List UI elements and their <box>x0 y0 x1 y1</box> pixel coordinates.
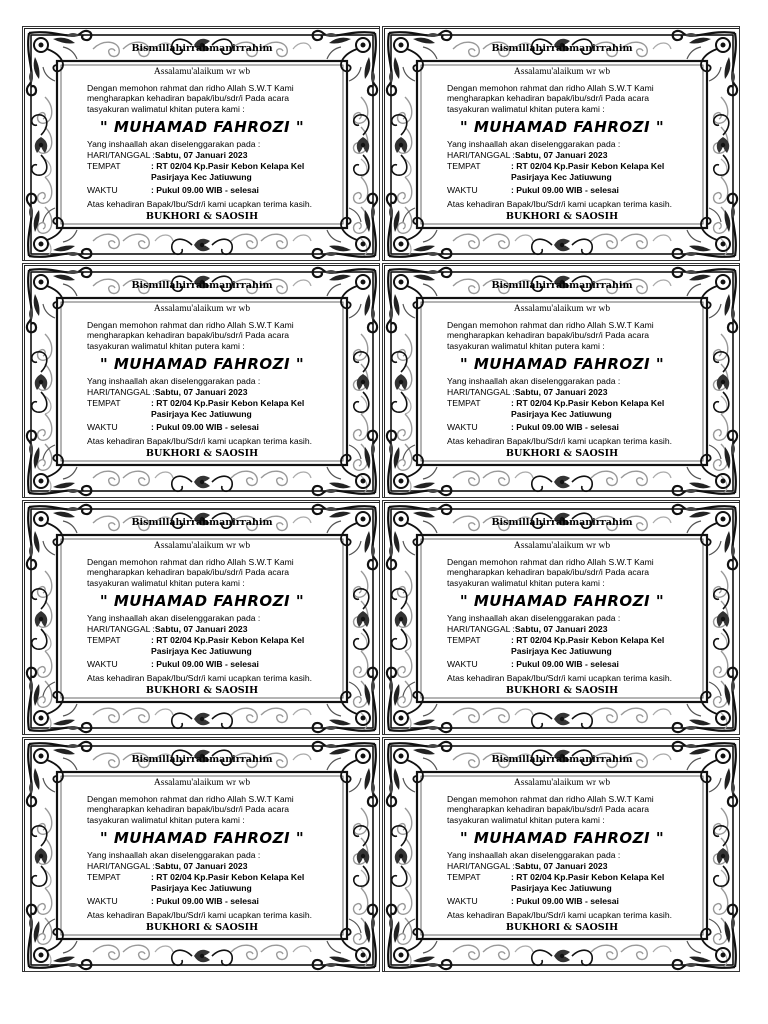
thanks-text: Atas kehadiran Bapak/Ibu/Sdr/i kami ucapkan terima kasih. <box>87 436 312 446</box>
time-label: WAKTU <box>447 659 478 669</box>
place-value: : RT 02/04 Kp.Pasir Kebon Kelapa Kel <box>151 161 305 171</box>
honoree-name: " MUHAMAD FAHROZI " <box>459 829 665 847</box>
place-value: : RT 02/04 Kp.Pasir Kebon Kelapa Kel <box>151 398 305 408</box>
hosts-signature: BUKHORI & SAOSIH <box>505 211 619 222</box>
intro-text: Dengan memohon rahmat dan ridho Allah S.W.T Kami mengharapkan kehadiran bapak/ibu/sdr/i Pada acara tasyakuran walimatul khitan putera kami : <box>447 557 654 588</box>
bismillah-heading: Bismillahirrahmanirrahim <box>131 280 273 291</box>
honoree-name: " MUHAMAD FAHROZI " <box>99 829 305 847</box>
held-text: Yang inshaallah akan diselenggarakan pada : <box>87 139 261 149</box>
date-value: Sabtu, 07 Januari 2023 <box>154 150 248 160</box>
honoree-name: " MUHAMAD FAHROZI " <box>99 592 305 610</box>
bismillah-heading: Bismillahirrahmanirrahim <box>131 517 273 528</box>
place-label: TEMPAT <box>87 398 121 408</box>
time-row <box>447 659 619 669</box>
date-row <box>87 624 247 634</box>
hosts-signature: BUKHORI & SAOSIH <box>145 685 259 696</box>
place-value-line2: Pasirjaya Kec Jatiuwung <box>151 409 252 419</box>
place-row <box>87 872 304 882</box>
date-row <box>447 624 607 634</box>
place-row <box>87 398 304 408</box>
intro-text: Dengan memohon rahmat dan ridho Allah S.W.T Kami mengharapkan kehadiran bapak/ibu/sdr/i Pada acara tasyakuran walimatul khitan putera kami : <box>87 794 294 825</box>
salam-greeting: Assalamu'alaikum wr wb <box>153 67 251 77</box>
place-row <box>447 872 664 882</box>
time-value: : Pukul 09.00 WIB - selesai <box>151 659 259 669</box>
salam-greeting: Assalamu'alaikum wr wb <box>513 304 611 314</box>
salam-greeting: Assalamu'alaikum wr wb <box>153 541 251 551</box>
date-label: HARI/TANGGAL : <box>87 624 155 634</box>
date-value: Sabtu, 07 Januari 2023 <box>154 387 248 397</box>
time-value: : Pukul 09.00 WIB - selesai <box>151 422 259 432</box>
time-value: : Pukul 09.00 WIB - selesai <box>511 422 619 432</box>
place-value-line2: Pasirjaya Kec Jatiuwung <box>511 646 612 656</box>
bismillah-heading: Bismillahirrahmanirrahim <box>491 754 633 765</box>
hosts-signature: BUKHORI & SAOSIH <box>505 922 619 933</box>
held-text: Yang inshaallah akan diselenggarakan pada : <box>87 850 261 860</box>
time-value: : Pukul 09.00 WIB - selesai <box>151 896 259 906</box>
place-label: TEMPAT <box>87 872 121 882</box>
place-label: TEMPAT <box>87 161 121 171</box>
time-row <box>87 422 259 432</box>
place-value: : RT 02/04 Kp.Pasir Kebon Kelapa Kel <box>151 635 305 645</box>
intro-text: Dengan memohon rahmat dan ridho Allah S.W.T Kami mengharapkan kehadiran bapak/ibu/sdr/i Pada acara tasyakuran walimatul khitan putera kami : <box>87 557 294 588</box>
held-text: Yang inshaallah akan diselenggarakan pada : <box>447 613 621 623</box>
date-row <box>447 150 607 160</box>
honoree-name: " MUHAMAD FAHROZI " <box>459 118 665 136</box>
intro-text: Dengan memohon rahmat dan ridho Allah S.W.T Kami mengharapkan kehadiran bapak/ibu/sdr/i Pada acara tasyakuran walimatul khitan putera kami : <box>447 320 654 351</box>
hosts-signature: BUKHORI & SAOSIH <box>145 922 259 933</box>
place-value-line2: Pasirjaya Kec Jatiuwung <box>151 172 252 182</box>
date-value: Sabtu, 07 Januari 2023 <box>154 624 248 634</box>
place-value-line2: Pasirjaya Kec Jatiuwung <box>151 646 252 656</box>
place-value: : RT 02/04 Kp.Pasir Kebon Kelapa Kel <box>511 635 665 645</box>
place-value: : RT 02/04 Kp.Pasir Kebon Kelapa Kel <box>511 398 665 408</box>
date-label: HARI/TANGGAL : <box>447 624 515 634</box>
held-text: Yang inshaallah akan diselenggarakan pada : <box>87 613 261 623</box>
salam-greeting: Assalamu'alaikum wr wb <box>153 304 251 314</box>
time-row <box>447 185 619 195</box>
thanks-text: Atas kehadiran Bapak/Ibu/Sdr/i kami ucapkan terima kasih. <box>447 673 672 683</box>
place-label: TEMPAT <box>447 872 481 882</box>
date-row <box>87 861 247 871</box>
thanks-text: Atas kehadiran Bapak/Ibu/Sdr/i kami ucapkan terima kasih. <box>87 673 312 683</box>
honoree-name: " MUHAMAD FAHROZI " <box>99 355 305 373</box>
salam-greeting: Assalamu'alaikum wr wb <box>513 67 611 77</box>
time-row <box>447 422 619 432</box>
honoree-name: " MUHAMAD FAHROZI " <box>459 355 665 373</box>
time-value: : Pukul 09.00 WIB - selesai <box>511 896 619 906</box>
thanks-text: Atas kehadiran Bapak/Ibu/Sdr/i kami ucapkan terima kasih. <box>447 199 672 209</box>
invitation-sheet <box>22 26 742 972</box>
salam-greeting: Assalamu'alaikum wr wb <box>153 778 251 788</box>
intro-text: Dengan memohon rahmat dan ridho Allah S.W.T Kami mengharapkan kehadiran bapak/ibu/sdr/i Pada acara tasyakuran walimatul khitan putera kami : <box>87 83 294 114</box>
place-row <box>87 635 304 645</box>
bismillah-heading: Bismillahirrahmanirrahim <box>491 43 633 54</box>
thanks-text: Atas kehadiran Bapak/Ibu/Sdr/i kami ucapkan terima kasih. <box>447 910 672 920</box>
invitation-card <box>22 500 380 735</box>
date-row <box>447 387 607 397</box>
place-row <box>87 161 304 171</box>
place-value-line2: Pasirjaya Kec Jatiuwung <box>511 409 612 419</box>
date-label: HARI/TANGGAL : <box>447 150 515 160</box>
time-label: WAKTU <box>87 896 118 906</box>
salam-greeting: Assalamu'alaikum wr wb <box>513 778 611 788</box>
date-value: Sabtu, 07 Januari 2023 <box>514 624 608 634</box>
date-row <box>87 150 247 160</box>
salam-greeting: Assalamu'alaikum wr wb <box>513 541 611 551</box>
intro-text: Dengan memohon rahmat dan ridho Allah S.W.T Kami mengharapkan kehadiran bapak/ibu/sdr/i Pada acara tasyakuran walimatul khitan putera kami : <box>447 794 654 825</box>
bismillah-heading: Bismillahirrahmanirrahim <box>131 43 273 54</box>
time-label: WAKTU <box>447 185 478 195</box>
place-value: : RT 02/04 Kp.Pasir Kebon Kelapa Kel <box>511 872 665 882</box>
honoree-name: " MUHAMAD FAHROZI " <box>99 118 305 136</box>
date-row <box>87 387 247 397</box>
time-label: WAKTU <box>447 896 478 906</box>
place-value: : RT 02/04 Kp.Pasir Kebon Kelapa Kel <box>151 872 305 882</box>
date-value: Sabtu, 07 Januari 2023 <box>514 861 608 871</box>
date-value: Sabtu, 07 Januari 2023 <box>514 150 608 160</box>
time-value: : Pukul 09.00 WIB - selesai <box>511 659 619 669</box>
place-row <box>447 635 664 645</box>
thanks-text: Atas kehadiran Bapak/Ibu/Sdr/i kami ucapkan terima kasih. <box>87 199 312 209</box>
place-row <box>447 161 664 171</box>
time-value: : Pukul 09.00 WIB - selesai <box>511 185 619 195</box>
time-label: WAKTU <box>447 422 478 432</box>
honoree-name: " MUHAMAD FAHROZI " <box>459 592 665 610</box>
place-value-line2: Pasirjaya Kec Jatiuwung <box>511 172 612 182</box>
invitation-card <box>382 26 740 261</box>
place-row <box>447 398 664 408</box>
invitation-card <box>22 26 380 261</box>
place-label: TEMPAT <box>87 635 121 645</box>
place-label: TEMPAT <box>447 161 481 171</box>
date-value: Sabtu, 07 Januari 2023 <box>154 861 248 871</box>
time-row <box>87 659 259 669</box>
invitation-card <box>382 500 740 735</box>
intro-text: Dengan memohon rahmat dan ridho Allah S.W.T Kami mengharapkan kehadiran bapak/ibu/sdr/i Pada acara tasyakuran walimatul khitan putera kami : <box>87 320 294 351</box>
date-value: Sabtu, 07 Januari 2023 <box>514 387 608 397</box>
bismillah-heading: Bismillahirrahmanirrahim <box>491 517 633 528</box>
date-label: HARI/TANGGAL : <box>447 861 515 871</box>
held-text: Yang inshaallah akan diselenggarakan pada : <box>447 139 621 149</box>
place-label: TEMPAT <box>447 635 481 645</box>
time-row <box>447 896 619 906</box>
held-text: Yang inshaallah akan diselenggarakan pada : <box>87 376 261 386</box>
invitation-card <box>382 263 740 498</box>
bismillah-heading: Bismillahirrahmanirrahim <box>131 754 273 765</box>
time-label: WAKTU <box>87 422 118 432</box>
date-row <box>447 861 607 871</box>
date-label: HARI/TANGGAL : <box>447 387 515 397</box>
held-text: Yang inshaallah akan diselenggarakan pada : <box>447 376 621 386</box>
hosts-signature: BUKHORI & SAOSIH <box>145 448 259 459</box>
time-value: : Pukul 09.00 WIB - selesai <box>151 185 259 195</box>
bismillah-heading: Bismillahirrahmanirrahim <box>491 280 633 291</box>
held-text: Yang inshaallah akan diselenggarakan pada : <box>447 850 621 860</box>
intro-text: Dengan memohon rahmat dan ridho Allah S.W.T Kami mengharapkan kehadiran bapak/ibu/sdr/i Pada acara tasyakuran walimatul khitan putera kami : <box>447 83 654 114</box>
date-label: HARI/TANGGAL : <box>87 861 155 871</box>
place-value-line2: Pasirjaya Kec Jatiuwung <box>151 883 252 893</box>
invitation-card <box>382 737 740 972</box>
hosts-signature: BUKHORI & SAOSIH <box>145 211 259 222</box>
invitation-card <box>22 263 380 498</box>
hosts-signature: BUKHORI & SAOSIH <box>505 448 619 459</box>
invitation-card <box>22 737 380 972</box>
time-row <box>87 896 259 906</box>
time-row <box>87 185 259 195</box>
place-value-line2: Pasirjaya Kec Jatiuwung <box>511 883 612 893</box>
time-label: WAKTU <box>87 659 118 669</box>
date-label: HARI/TANGGAL : <box>87 150 155 160</box>
place-label: TEMPAT <box>447 398 481 408</box>
place-value: : RT 02/04 Kp.Pasir Kebon Kelapa Kel <box>511 161 665 171</box>
thanks-text: Atas kehadiran Bapak/Ibu/Sdr/i kami ucapkan terima kasih. <box>87 910 312 920</box>
thanks-text: Atas kehadiran Bapak/Ibu/Sdr/i kami ucapkan terima kasih. <box>447 436 672 446</box>
time-label: WAKTU <box>87 185 118 195</box>
hosts-signature: BUKHORI & SAOSIH <box>505 685 619 696</box>
date-label: HARI/TANGGAL : <box>87 387 155 397</box>
